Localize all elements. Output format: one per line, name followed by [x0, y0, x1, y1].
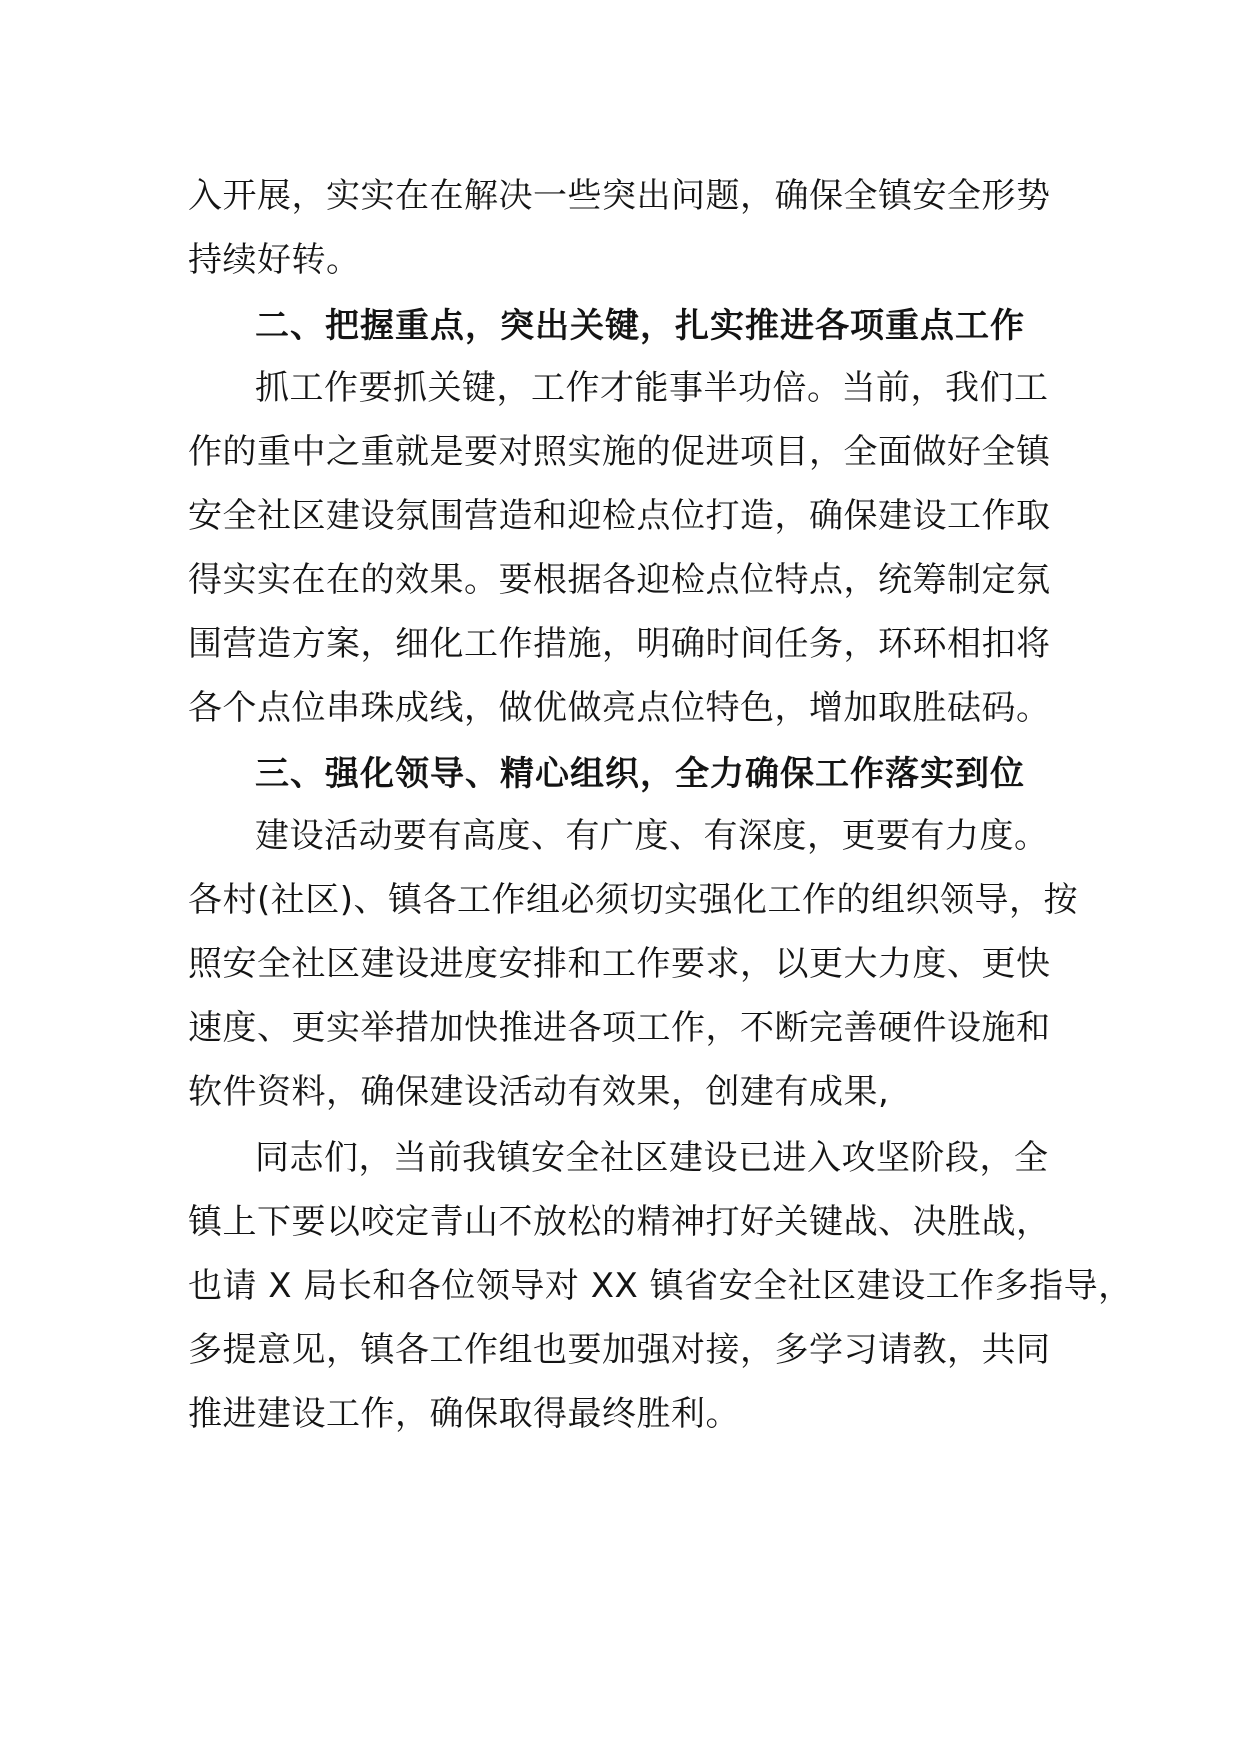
text-line: 持续好转。: [188, 240, 361, 280]
text-line: 安全社区建设氛围营造和迎检点位打造，确保建设工作取: [188, 496, 1051, 536]
text-line: 各村(社区)、镇各工作组必须切实强化工作的组织领导，按: [188, 880, 1079, 920]
paragraph-first-line: 同志们，当前我镇安全社区建设已进入攻坚阶段，全: [255, 1138, 1049, 1178]
text-line: 推进建设工作，确保取得最终胜利。: [188, 1394, 740, 1434]
section-heading-2: 二、把握重点，突出关键，扎实推进各项重点工作: [255, 306, 1025, 346]
text-line: 照安全社区建设进度安排和工作要求，以更大力度、更快: [188, 944, 1051, 984]
section-heading-3: 三、强化领导、精心组织，全力确保工作落实到位: [255, 754, 1025, 794]
text-line: 各个点位串珠成线，做优做亮点位特色，增加取胜砝码。: [188, 688, 1051, 728]
paragraph-first-line: 建设活动要有高度、有广度、有深度，更要有力度。: [255, 816, 1049, 856]
text-line: 多提意见，镇各工作组也要加强对接，多学习请教，共同: [188, 1330, 1051, 1370]
text-line: 作的重中之重就是要对照实施的促进项目，全面做好全镇: [188, 432, 1051, 472]
text-line: 得实实在在的效果。要根据各迎检点位特点，统筹制定氛: [188, 560, 1051, 600]
text-line: 也请 X 局长和各位领导对 XX 镇省安全社区建设工作多指导，: [188, 1266, 1133, 1306]
text-line: 速度、更实举措加快推进各项工作，不断完善硬件设施和: [188, 1008, 1051, 1048]
paragraph-first-line: 抓工作要抓关键，工作才能事半功倍。当前，我们工: [255, 368, 1049, 408]
text-line: 围营造方案，细化工作措施，明确时间任务，环环相扣将: [188, 624, 1051, 664]
text-line: 入开展，实实在在解决一些突出问题，确保全镇安全形势: [188, 176, 1051, 216]
text-line: 镇上下要以咬定青山不放松的精神打好关键战、决胜战，: [188, 1202, 1051, 1242]
text-line: 软件资料，确保建设活动有效果，创建有成果,: [188, 1072, 890, 1112]
